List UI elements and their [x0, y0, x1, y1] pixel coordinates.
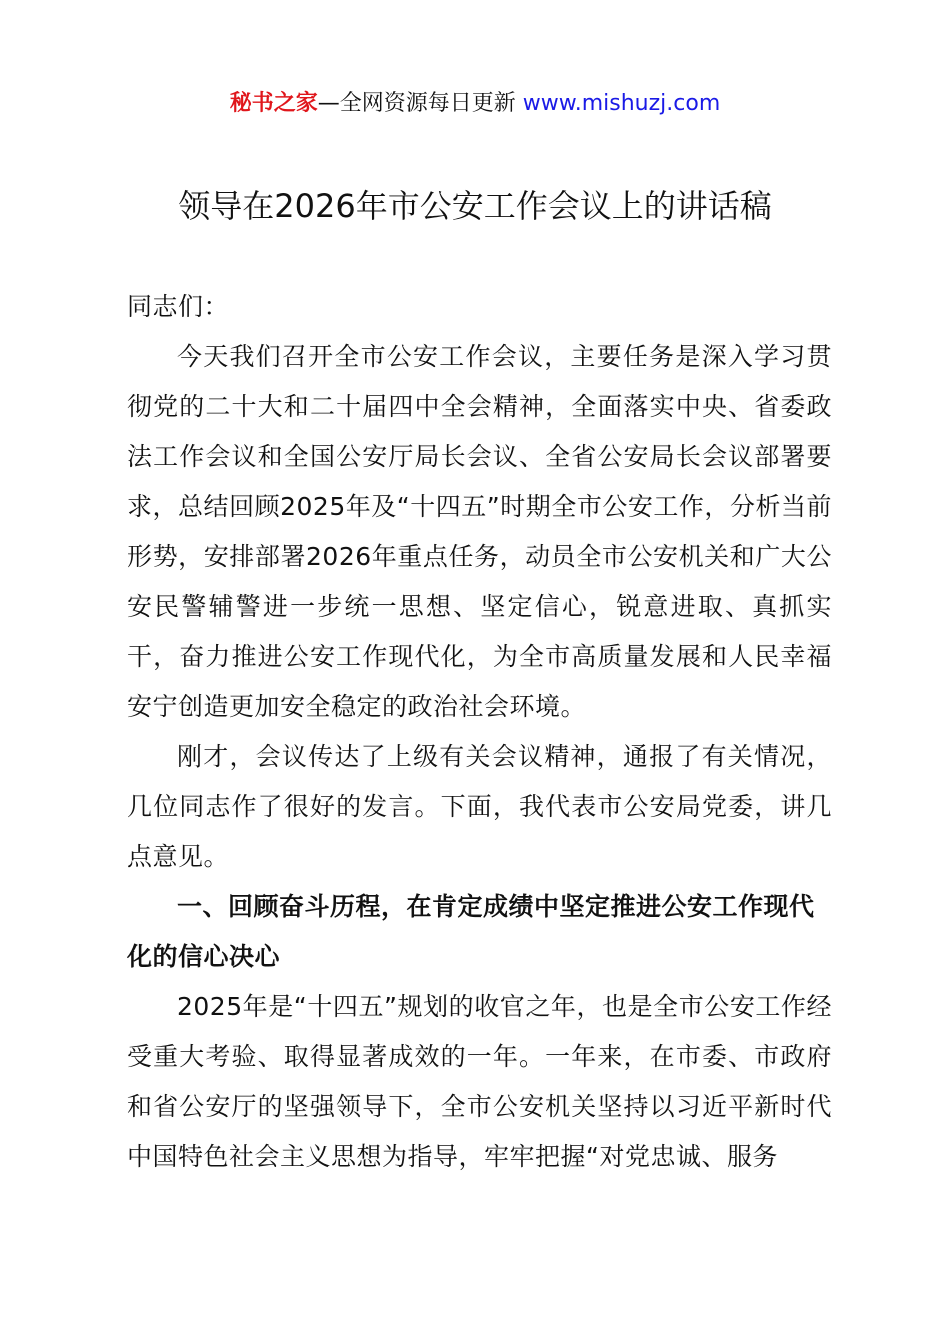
paragraph-review: 2025年是“十四五”规划的收官之年，也是全市公安工作经受重大考验、取得显著成效的一年。一年来，在市委、市政府和省公安厅的坚强领导下，全市公安机关坚持以习近平新时代中国特色社会主义思想为指导，牢牢把握“对党忠诚、服务 — [127, 992, 832, 1171]
paragraph-remarks: 刚才，会议传达了上级有关会议精神，通报了有关情况，几位同志作了很好的发言。下面，我代表市公安局党委，讲几点意见。 — [127, 742, 832, 871]
paragraph-intro: 今天我们召开全市公安工作会议，主要任务是深入学习贯彻党的二十大和二十届四中全会精神，全面落实中央、省委政法工作会议和全国公安厅局长会议、全省公安局长会议部署要求，总结回顾2025年及“十四五”时期全市公安工作，分析当前形势，安排部署2026年重点任务，动员全市公安机关和广大公安民警辅警进一步统一思想、坚定信心，锐意进取、真抓实干，奋力推进公安工作现代化，为全市高质量发展和人民幸福安宁创造更加安全稳定的政治社会环境。 — [127, 342, 832, 721]
brand-name: 秘书之家 — [229, 91, 318, 116]
site-url-link[interactable]: www.mishuzj.com — [515, 91, 721, 116]
header-tagline: —全网资源每日更新 — [317, 91, 516, 116]
document-title: 领导在2026年市公安工作会议上的讲话稿 — [178, 187, 772, 225]
salutation: 同志们： — [127, 292, 230, 321]
site-header — [0, 88, 950, 120]
document-body — [127, 282, 832, 1182]
section-heading-1: 一、回顾奋斗历程，在肯定成绩中坚定推进公安工作现代化的信心决心 — [127, 892, 815, 971]
